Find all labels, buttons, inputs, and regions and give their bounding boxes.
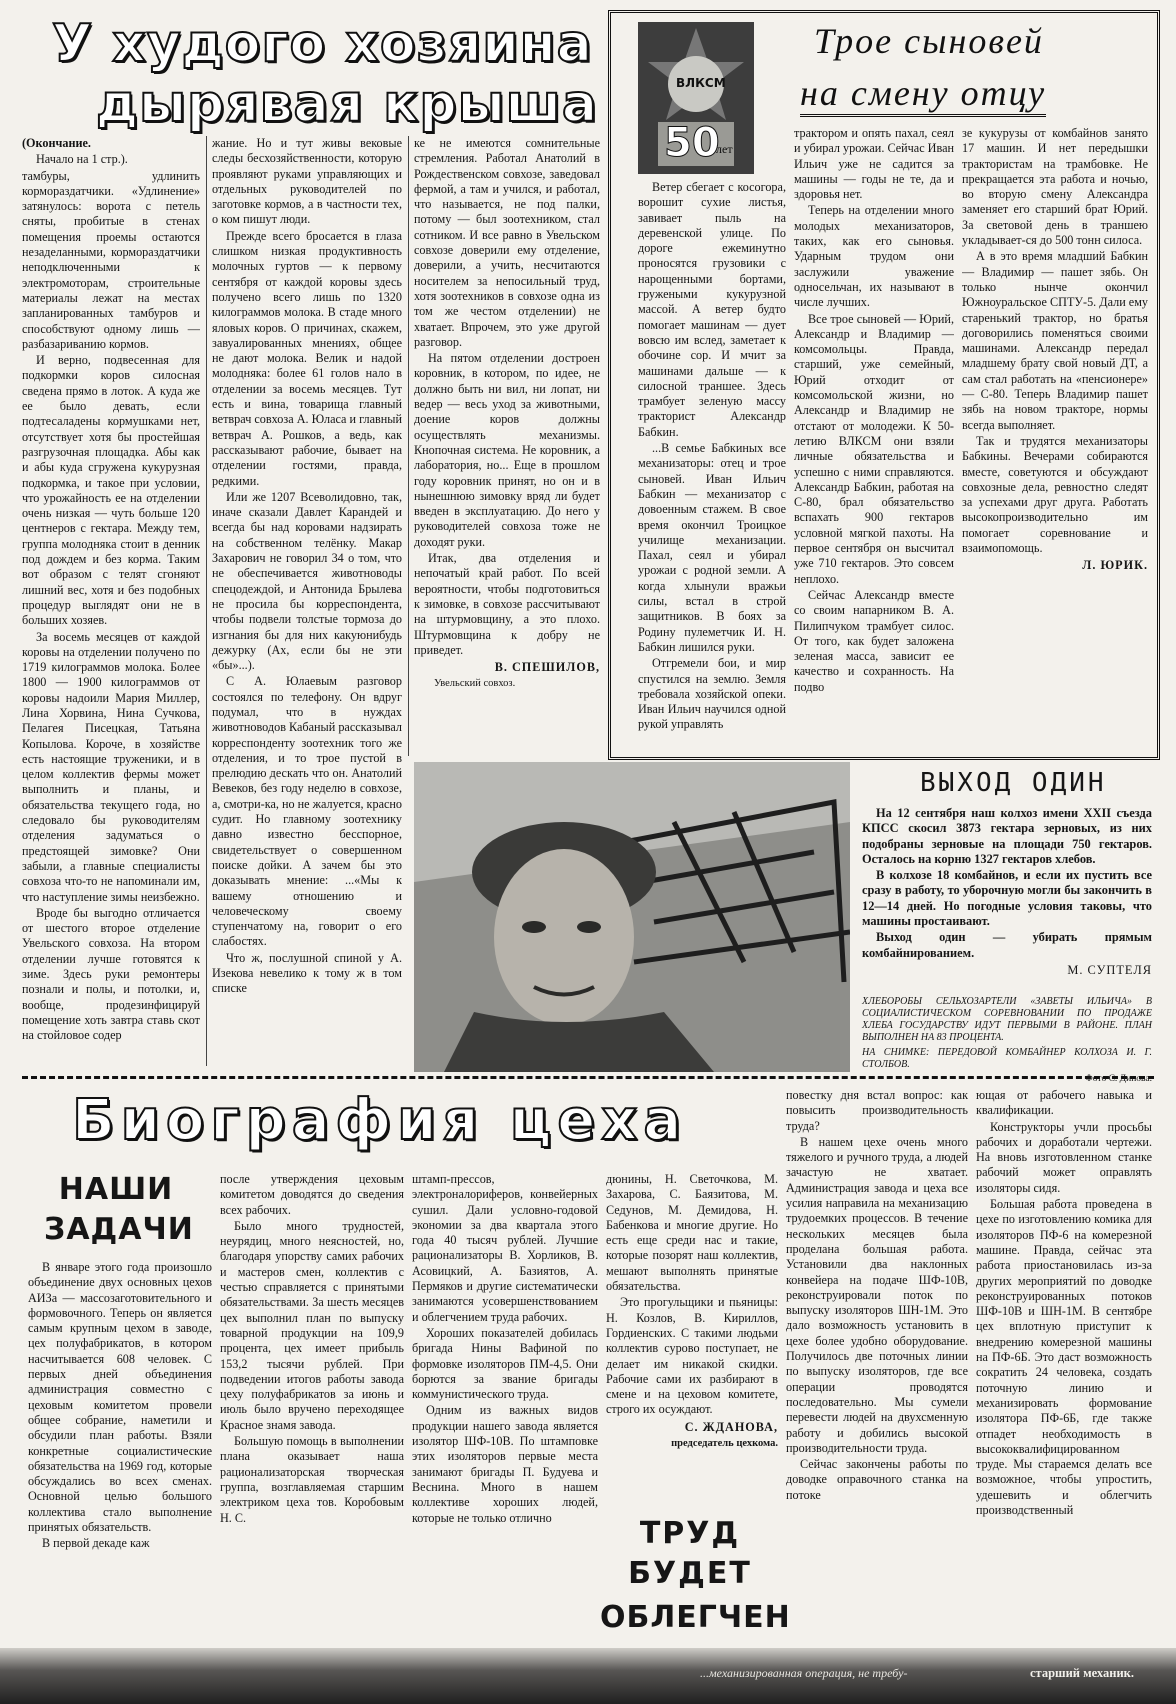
paragraph: Это прогульщики и пьяницы: Н. Козлов, В. Кириллов, Гордиенских. С такими людьми коллектив сурово поступает, не делает им никакой скидки. Рабочие сами их разбирают в смене и на цеховом комитете, строго их осуждают. — [606, 1295, 778, 1417]
article2-column-3 — [962, 126, 1148, 750]
paragraph: С А. Юлаевым разговор состоялся по телефону. Он вдруг подумал, что в нуждах животноводов Кабаный рассказывал корреспонденту зоотехник того же отделения, и то трое пустой в прелюдию дескать что он. Анатолий Вевеков, без году неделю в совхозе, а, смотри-ка, но не жалуется, красно судит. Но главному зоотехнику давно известно бесспорное, свидетельствует о совершенном поиске дойки. А зачем бы это доказывать мнение: ...«Мы к вашему отношению и человеческому своему ступенчатому на, говорит о его слабостях. — [212, 674, 402, 949]
paragraph: В январе этого года произошло объединение двух основных цехов АИЗа — массозаготовительного и формовочного. Теперь он является самым крупным цехом в заводе, цех полуфабрикатов, в котором насчитывается 608 человек. С первых дней объединения администрация совместно с цеховым комитетом провели общее собрание, наметили и обсудили план работы. Взяли конкретные социалистические обязательства на 1969 год, которые обсуждались во всех сменах. Основной целью большого коллектива стало выполнение принятых обязательств. — [28, 1260, 212, 1535]
paragraph: ...В семье Бабкиных все механизаторы: отец и трое сыновей. Иван Ильич Бабкин — механизатор с довоенным стажем. В свое время окончил Троицкое училище механизации. Пахал, сеял и убирал урожаи с родной земли. А когда хлынули вражьи силы, встал в строй защитников. В боях за Родину пулеметчик И. Н. Бабкин лишился руки. — [638, 441, 786, 654]
article1-column-3 — [414, 136, 600, 756]
paragraph: А в это время младший Бабкин — Владимир — пашет зябь. Он только нынче окончил Южноуральское СПТУ-5. Дали ему старенький трактор, но братья договорились поменяться своими машинами. Александр передал младшему брату свой новый ДТ, а сам стал работать на «пенсионере» — С-80. Теперь Владимир пашет зябь на новом тракторе, нормы всегда выполняет. — [962, 249, 1148, 432]
photo-graphic — [414, 762, 850, 1072]
article1-column-2 — [212, 136, 402, 1068]
article4-column-4 — [606, 1172, 778, 1512]
article3-body — [862, 806, 1152, 990]
section-divider — [22, 1076, 1154, 1085]
paragraph: На пятом отделении достроен коровник, в котором, по идее, не должно быть ни вил, ни лопат, ни ведер — весь уход за животными, доение коров должны осуществлять механизмы. Кнопочная система. Не коровник, а лаборатория, но... Еще в прошлом году коровник принят, но он и в нынешнюю зимовку вряд ли будет введен в эксплуатацию. До него у руководителей совхоза тоже не доходят руки. — [414, 351, 600, 549]
vlksm-emblem — [638, 22, 754, 174]
paragraph: Или же 1207 Всеволидовно, так, иначе сказали Давлет Карандей и всегда бы над коровами надзирать на собственном телёнку. Макар Захарович не говорил 34 о том, что не обеспечивается животноводы спецодеждой, и Антонида Брылева не просила бы корреспондента, чтобы подвели толстые тормоза до изгнания бы для них какуюнибудь дежурку (Ах, если бы не эти «бы»...). — [212, 489, 402, 673]
article5-title-line3: ОБЛЕГЧЕН — [600, 1600, 791, 1635]
caption-text-2: НА СНИМКЕ: ПЕРЕДОВОЙ КОМБАЙНЕР КОЛХОЗА И. Г. СТОЛБОВ. — [862, 1047, 1152, 1070]
article2-title-line2: на смену отцу — [800, 72, 1046, 117]
paragraph: жание. Но и тут живы вековые следы бесхозяйственности, которую проявляют руками управляющих и отдельных руководителей по заготовке кормов, а в частности тех, о ком пишут люди. — [212, 136, 402, 227]
emblem-number: 50 — [664, 120, 720, 166]
article3-signature: М. СУПТЕЛЯ — [1067, 962, 1152, 977]
article5-title-line1: ТРУД — [639, 1516, 741, 1551]
emblem-year: лет — [716, 142, 733, 156]
article4-signature-role: председатель цехкома. — [671, 1438, 778, 1450]
paragraph: Сейчас закончены работы по доводке оправочного станка на потоке — [786, 1457, 968, 1502]
caption-text: ХЛЕБОРОБЫ СЕЛЬХОЗАРТЕЛИ «ЗАВЕТЫ ИЛЬИЧА» В СОЦИАЛИСТИЧЕСКОМ СОРЕВНОВАНИИ ПО ПРОДАЖЕ ХЛЕБА ГОСУДАРСТВУ ИДУТ ПЕРВЫМИ В РАЙОНЕ. ПЛАН ВЫПОЛНЕН НА 83 ПРОЦЕНТА. — [862, 996, 1152, 1043]
paragraph: штамп-прессов, электроналориферов, конвейерных сушил. Дали условно-годовой экономии за два квартала этого года 40 тысяч рублей. Лучшие рационализаторы В. Хорликов, В. Асовицкий, А. Базиятов, А. Пермяков и другие систематически занимаются усовершенствованием и облегчением труда рабочих. — [412, 1172, 598, 1324]
rubric-line2: ЗАДАЧИ — [44, 1212, 194, 1247]
bottom-fragment: ...механизированная операция, не требу- — [700, 1666, 908, 1680]
article4-column-2 — [220, 1172, 404, 1684]
paragraph: Хороших показателей добилась бригада Нины Вафиной по формовке изоляторов ПМ-4,5. Они борются за звание бригады коммунистического труда. — [412, 1325, 598, 1402]
article4-column-1 — [28, 1260, 212, 1684]
article4-title: Биография цеха — [72, 1088, 688, 1153]
article4-signature: С. ЖДАНОВА, — [684, 1419, 778, 1434]
paragraph: Так и трудятся механизаторы Бабкины. Вечерами собираются вместе, советуются и обсуждают совхозные дела, ревностно следят за успехами друг друга. Работать высокопроизводительно им помогает соревнование и взаимопомощь. — [962, 433, 1148, 556]
article2-column-2 — [794, 126, 954, 746]
article1-signature: В. СПЕШИЛОВ, — [494, 660, 600, 675]
paragraph: В первой декаде каж — [42, 1536, 150, 1551]
paragraph: И верно, подвесенная для подкормки коров силосная сведена прямо в лоток. А куда же ее было девать, если подтесаладены кормушками нет, отсутствует хотя бы простейшая разгрузочная площадка. Абы как и абы куда сгружена кукурузная подкормка, и такое при условии, что урожайность ее на отделении очень низкая — чуть больше 120 центнеров с гектара. Между тем, группа молодняка стоит в денник под дождем и без корма. Таким вот образом с телят сгоняют лишний вес, хотя и без подобных процедур выглядят они не в больших хозяев. — [22, 353, 200, 628]
article1-title-line2: дырявая крыша — [96, 74, 598, 134]
torn-bottom-edge — [0, 1648, 1176, 1704]
paragraph: ке не имеются сомнительные стремления. Работал Анатолий в Рождественском совхозе, заведовал фермой, а там и учился, и работал, что называется, не под палки, потому — был зоотехником, стал сотником. И все равно в Увельском совхозе доверили ему отделение, доверили, а учить, несчитаются носителем за непосильный труд, хотя зоотехников в совхозе одна из том же честом отделении) не хватает. Впрочем, это уже другой разговор. — [414, 136, 600, 349]
article2-title-line1: Трое сыновей — [814, 21, 1044, 61]
article4-column-3 — [412, 1172, 598, 1684]
article1-title-line1: У худого хозяина — [52, 14, 593, 74]
paragraph: Отгремели бои, и мир спустился на землю. Земля требовала хозяйской опеки. Иван Ильич научился одной рукой управлять — [638, 656, 786, 732]
article1-column-1 — [22, 136, 200, 1068]
paragraph: Большую помощь в выполнении плана оказывает наша рационализаторская творческая группа, возглавляемая старшим электриком цеха тов. Коробовым Н. С. — [220, 1434, 404, 1525]
article5-title-line2: БУДЕТ — [628, 1556, 752, 1591]
article2-column-1 — [638, 180, 786, 746]
paragraph: На 12 сентября наш колхоз имени XXII съезда КПСС скосил 3873 гектара зерновых, из них подобраны зерновые на площади 750 гектаров. Осталось на корню 1327 гектаров хлебов. — [862, 806, 1152, 866]
harvester-photo — [414, 762, 850, 1072]
paragraph: Большая работа проведена в цехе по изготовлению комика для изоляторов ПФ-6 на комерезной машине. Правда, сейчас эта работа приостановилась из-за других мероприятий по доводке реконструированных потоков ШФ-10В и ШН-1М. В сентябре цех вплотную приступит к внедрению комерезной машины на ПФ-6Б. Это даст возможность сократить 24 человека, создать поточную линию и механизировать формование изолятора ПФ-6Б, где также отпадет необходимость в высококвалифицированном труде. Мы стараемся делать все возможное, чтобы упростить, удешевить и облегчить производственный — [976, 1197, 1152, 1518]
photo-caption — [862, 996, 1152, 1084]
paragraph: Все трое сыновей — Юрий, Александр и Владимир — комсомольцы. Правда, старший, уже семейный, Юрий отходит от комсомольской жизни, но Александр и Владимир не отстают от молодежи. К 50-летию ВЛКСМ они взяли личные обязательства и успешно с ними справляются. Александр Бабкин, работая на С-80, брал обязательство вспахать 900 гектаров условной мягкой пахоты. На первое сентября он высчитал уже 710 гектаров. Это совсем неплохо. — [794, 311, 954, 586]
continuation-label-2: Начало на 1 стр.). — [36, 152, 128, 167]
article1-signature-place: Увельский совхоз. — [434, 678, 516, 690]
article2-signature: Л. ЮРИК. — [1082, 558, 1148, 573]
paragraph: трактором и опять пахал, сеял и убирал урожаи. Сейчас Иван Ильич уже не садится за машины — годы не те, да и здоровья нет. — [794, 126, 954, 202]
article5-column-1 — [786, 1088, 968, 1658]
paragraph: зе кукурузы от комбайнов занято 17 машин. И нет передышки трактористам на трамбовке. Не прекращается эта работа и ночью, во вторую смену Александра заменяет его старший брат Юрий. За световой день в траншею укладывает-ся до 500 тонн силоса. — [962, 126, 1148, 248]
paragraph: Ветер сбегает с косогора, ворошит сухие листья, завивает пыль на деревенской улице. По дороге ежеминутно проносятся грузовики с нарощенными бортами, гружеными кукурузной массой. А ветер будто помогает машинам — дует вовсю им вслед, заметает к обочине сор. И мчит за машинами дальше — к силосной траншее. Здесь трамбует зеленую массу тракторист Александр Бабкин. — [638, 180, 786, 439]
paragraph: За восемь месяцев от каждой коровы на отделении получено по 1719 килограммов молока. Более 1800 — 1900 килограммов от коровы надоили Мария Миллер, Лина Хорвина, Нина Сучкова, Пелагея Писецкая, Татьяна Копылова. Короче, в хозяйстве есть настоящие труженики, и в целом коллектив фермы может выполнить и планы, и обязательства текущего года, но следовало бы руководителям отделения задуматься о предстоящей зимовке? Они забыли, а главные специалисты совхоза что-то не напоминали им, что наступление зимы неизбежно. — [22, 629, 200, 904]
paragraph: Теперь на отделении много молодых механизаторов, таких, как его сыновья. Ударным трудом они заслужили уважение односельчан, их называют в числе лучших. — [794, 203, 954, 310]
paragraph: Одним из важных видов продукции нашего завода является изолятор ШФ-10В. По штамповке этих изоляторов первые места занимают бригады П. Будуева и Веснина. Много в нашем коллективе хороших людей, которые не только отлично — [412, 1403, 598, 1525]
paragraph: Прежде всего бросается в глаза слишком низкая продуктивность молочных гуртов — к первому сентября от каждой коровы здесь получено всего лишь по 1320 килограммов молока. В стаде много яловых коров. О причинах, скажем, завуалированных мнениях, общее не дают молока. Велик и надой молодняка: более 61 голов нало в отделении за восемь месяцев. Тут есть и вина, товарища главный ветврач совхоза А. Юласа и главный ветврач А. Рошков, а ведь, как рассказывают рабочие, бывает на отделении гостями, правда, редкими. — [212, 228, 402, 488]
continuation-label: (Окончание. — [22, 136, 91, 150]
paragraph: ющая от рабочего навыка и квалификации. — [976, 1088, 1152, 1118]
photo-credit: Фото С. Динова. — [1085, 1074, 1152, 1084]
paragraph: В колхозе 18 комбайнов, и если их пустить все сразу в работу, то уборочную могли бы закончить в 12—14 дней. Но погодные условия таковы, что машины простаивают. — [862, 868, 1152, 929]
article5-column-2 — [976, 1088, 1152, 1658]
paragraph: после утверждения цеховым комитетом доводятся до сведения всех рабочих. — [220, 1172, 404, 1217]
paragraph: Выход один — убирать прямым комбайнированием. — [862, 930, 1152, 960]
paragraph: В нашем цехе очень много тяжелого и ручного труда, а людей зачастую не хватает. Администрация завода и цеха все усилия направила на механизацию трудоемких процессов. В течение нескольких месяцев была проделана большая работа. Установили два наклонных конвейера на подаче ШФ-10В, реконструировали поток по выпуску изоляторов ШН-1М. Это дало возможность установить в цехе более удобно оборудование. Получилось две поточных линии по выпуску изоляторов, где все операции проводятся последовательно. Мы сумели перевести людей на двухсменную работу и добились высокой производительности труда. — [786, 1134, 968, 1455]
paragraph: Вроде бы выгодно отличается от шестого второе отделение Увельского совхоза. На втором отделении лучше готовятся к зиме. Здесь руки ремонтеры познали и полы, и потолки, и, вообще, продезинфицируй помещение хоть завтра ставь скот на стойловое содер — [22, 905, 200, 1043]
article5-signature: старший механик. — [1030, 1666, 1135, 1680]
emblem-text: ВЛКСМ — [676, 76, 726, 90]
article3-title: ВЫХОД ОДИН — [920, 768, 1107, 798]
paragraph: Что ж, послушной спиной у А. Изекова невелико к тому ж в том списке — [212, 950, 402, 996]
paragraph: Было много трудностей, неурядиц, много неясностей, но, благодаря упорству самих рабочих и мастеров смен, коллектив с честью справляется с принятыми обязательствами. За шесть месяцев цех выполнил план по выпуску товарной продукции на 109,9 процента, цех имеет прибыль 153,2 тысячи рублей. При подведении итогов работы завода цеху полуфабрикатов за июнь и июль было вручено переходящее Красное знамя завода. — [220, 1218, 404, 1432]
paragraph: повестку дня встал вопрос: как повысить производительность труда? — [786, 1088, 968, 1133]
paragraph: Конструкторы учли просьбы рабочих и доработали чертежи. На вновь изготовленном станке рабочий может оправлять изоляторы сидя. — [976, 1119, 1152, 1195]
paragraph: тамбуры, удлинить кормораздатчики. «Удлинение» затянулось: ворота с петель сняты, пробитые в стенах помещения проемы остаются незаделанными, кормораздатчики неподключенными к электромоторам, строительные материалы лежат на местах запланированных тамбуров и способствуют одному лишь — разбазариванию кормов. — [22, 168, 200, 351]
rubric-line1: НАШИ — [58, 1172, 174, 1207]
paragraph: дюнины, Н. Светочкова, М. Захарова, С. Баязитова, М. Седунов, М. Демидова, Н. Бабенкова и многие другие. Но есть еще среди нас и такие, которые позорят наш коллектив, мешают выполнять принятые обязательства. — [606, 1172, 778, 1294]
paragraph: Сейчас Александр вместе со своим напарником В. А. Пилипчуком трамбует силос. От того, как будет заложена зеленая масса, зависит ее качество и сохранность. На подво — [794, 587, 954, 694]
paragraph: Итак, два отделения и непочатый край работ. По всей вероятности, чтобы подготовиться к зимовке, в совхозе рассчитывают на штурмовщину, а это плохо. Штурмовщина к добру не приведет. — [414, 551, 600, 657]
